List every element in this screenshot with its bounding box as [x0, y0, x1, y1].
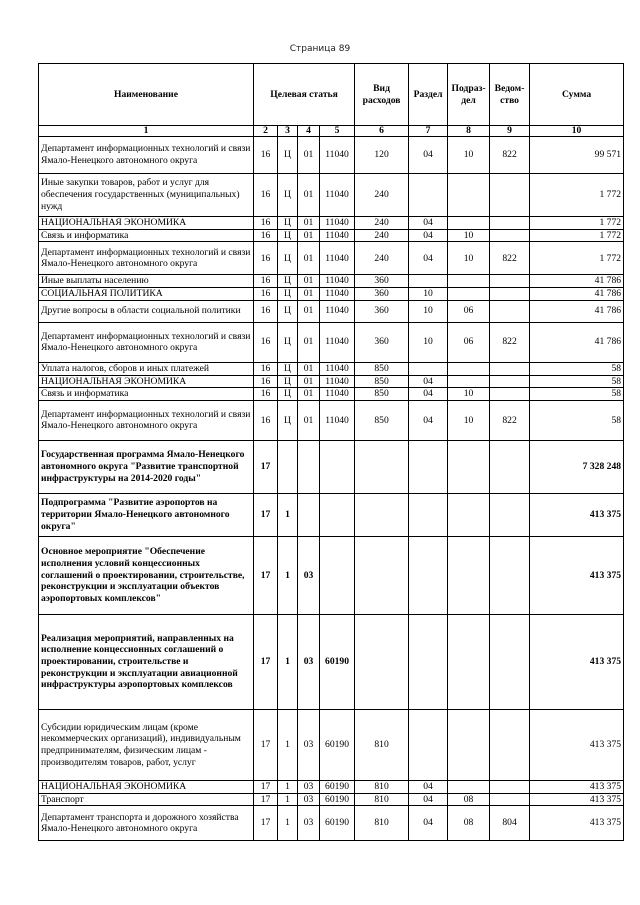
row-sum: 413 375 — [530, 709, 624, 780]
department-code: 822 — [490, 137, 530, 174]
section-code: 10 — [409, 300, 448, 322]
expense-type-code — [355, 440, 409, 493]
section-code — [409, 362, 448, 375]
target-code-event: 01 — [298, 174, 320, 217]
department-code: 822 — [490, 322, 530, 362]
target-code-program: 16 — [254, 322, 278, 362]
expense-type-code — [355, 493, 409, 536]
table-row — [39, 275, 624, 288]
page-number: Страница 89 — [289, 44, 351, 54]
subsection-code — [448, 493, 490, 536]
target-code-event: 03 — [298, 806, 320, 841]
row-name: Департамент информационных технологий и связи Ямало-Ненецкого автономного округа — [39, 322, 254, 362]
table-row — [39, 400, 624, 440]
target-code-letter: Ц — [278, 400, 298, 440]
target-code-letter: Ц — [278, 322, 298, 362]
subsection-code: 10 — [448, 137, 490, 174]
section-code — [409, 493, 448, 536]
target-code-direction: 11040 — [320, 362, 355, 375]
section-code: 04 — [409, 400, 448, 440]
department-code — [490, 780, 530, 793]
table-row — [39, 288, 624, 301]
row-name: Основное мероприятие "Обеспечение исполнения условий концессионных соглашений о проектировании, строительстве, реконструкции и эксплуатации объектов аэропортовых комплексов" — [39, 536, 254, 614]
row-sum: 413 375 — [530, 793, 624, 806]
department-code — [490, 440, 530, 493]
target-code-event: 03 — [298, 536, 320, 614]
row-sum: 41 786 — [530, 275, 624, 288]
target-code-direction: 11040 — [320, 217, 355, 230]
target-code-event: 03 — [298, 614, 320, 709]
target-code-direction: 11040 — [320, 242, 355, 275]
row-name: Другие вопросы в области социальной политики — [39, 300, 254, 322]
target-code-letter: Ц — [278, 388, 298, 401]
row-name: Подпрограмма "Развитие аэропортов на территории Ямало-Ненецкого автономного округа" — [39, 493, 254, 536]
target-code-letter: Ц — [278, 375, 298, 388]
target-code-direction: 60190 — [320, 793, 355, 806]
target-code-letter: Ц — [278, 288, 298, 301]
column-number: 7 — [409, 126, 448, 137]
table-row — [39, 536, 624, 614]
target-code-letter: Ц — [278, 137, 298, 174]
column-number: 5 — [320, 126, 355, 137]
target-code-direction: 11040 — [320, 137, 355, 174]
target-code-program: 17 — [254, 536, 278, 614]
target-code-event: 01 — [298, 322, 320, 362]
section-code: 04 — [409, 242, 448, 275]
target-code-event: 01 — [298, 375, 320, 388]
table-row — [39, 242, 624, 275]
section-code — [409, 174, 448, 217]
target-code-letter: Ц — [278, 242, 298, 275]
subsection-code: 10 — [448, 242, 490, 275]
header-department: Ведом-ство — [490, 64, 530, 126]
target-code-program: 16 — [254, 275, 278, 288]
target-code-event: 01 — [298, 137, 320, 174]
target-code-direction: 60190 — [320, 614, 355, 709]
target-code-direction: 60190 — [320, 709, 355, 780]
target-code-direction: 11040 — [320, 288, 355, 301]
row-name: СОЦИАЛЬНАЯ ПОЛИТИКА — [39, 288, 254, 301]
table-row — [39, 375, 624, 388]
target-code-program: 16 — [254, 388, 278, 401]
column-number: 4 — [298, 126, 320, 137]
department-code — [490, 614, 530, 709]
department-code — [490, 174, 530, 217]
target-code-direction — [320, 536, 355, 614]
row-name: Уплата налогов, сборов и иных платежей — [39, 362, 254, 375]
target-code-event: 01 — [298, 288, 320, 301]
row-name: НАЦИОНАЛЬНАЯ ЭКОНОМИКА — [39, 780, 254, 793]
table-row — [39, 793, 624, 806]
row-sum: 99 571 — [530, 137, 624, 174]
expense-type-code: 240 — [355, 229, 409, 242]
target-code-letter: 1 — [278, 536, 298, 614]
section-code: 04 — [409, 780, 448, 793]
expense-type-code: 850 — [355, 400, 409, 440]
row-sum: 413 375 — [530, 806, 624, 841]
subsection-code — [448, 288, 490, 301]
expense-type-code: 810 — [355, 780, 409, 793]
target-code-program: 17 — [254, 806, 278, 841]
header-expense-type: Вид расходов — [355, 64, 409, 126]
target-code-event: 03 — [298, 793, 320, 806]
header-section: Раздел — [409, 64, 448, 126]
row-sum: 41 786 — [530, 288, 624, 301]
target-code-direction: 11040 — [320, 174, 355, 217]
target-code-direction — [320, 440, 355, 493]
target-code-direction: 60190 — [320, 806, 355, 841]
row-name: Государственная программа Ямало-Ненецкого автономного округа "Развитие транспортной инфраструктуры на 2014-2020 годы" — [39, 440, 254, 493]
expense-type-code: 850 — [355, 362, 409, 375]
target-code-program: 17 — [254, 493, 278, 536]
expense-type-code: 810 — [355, 806, 409, 841]
target-code-event: 01 — [298, 300, 320, 322]
row-sum: 58 — [530, 362, 624, 375]
target-code-event: 01 — [298, 362, 320, 375]
subsection-code — [448, 362, 490, 375]
target-code-letter: 1 — [278, 780, 298, 793]
row-name: Иные выплаты населению — [39, 275, 254, 288]
table-row — [39, 614, 624, 709]
target-code-direction: 11040 — [320, 322, 355, 362]
row-sum: 1 772 — [530, 229, 624, 242]
row-name: Департамент транспорта и дорожного хозяйства Ямало-Ненецкого автономного округа — [39, 806, 254, 841]
table-row — [39, 440, 624, 493]
target-code-event: 03 — [298, 709, 320, 780]
section-code: 04 — [409, 375, 448, 388]
subsection-code: 08 — [448, 793, 490, 806]
expense-type-code: 120 — [355, 137, 409, 174]
target-code-program: 16 — [254, 300, 278, 322]
department-code — [490, 536, 530, 614]
target-code-event: 01 — [298, 388, 320, 401]
section-code: 04 — [409, 137, 448, 174]
target-code-event — [298, 440, 320, 493]
row-sum: 58 — [530, 400, 624, 440]
column-number-row — [39, 126, 624, 137]
subsection-code: 10 — [448, 400, 490, 440]
table-row — [39, 322, 624, 362]
expense-type-code — [355, 536, 409, 614]
target-code-program: 17 — [254, 709, 278, 780]
column-number: 8 — [448, 126, 490, 137]
target-code-program: 16 — [254, 229, 278, 242]
subsection-code — [448, 614, 490, 709]
target-code-letter: 1 — [278, 493, 298, 536]
target-code-letter: Ц — [278, 362, 298, 375]
table-row — [39, 493, 624, 536]
row-name: Субсидии юридическим лицам (кроме некоммерческих организаций), индивидуальным предпринимателям, физическим лицам - производителям товаров, работ, услуг — [39, 709, 254, 780]
subsection-code — [448, 709, 490, 780]
target-code-letter: Ц — [278, 217, 298, 230]
department-code: 822 — [490, 400, 530, 440]
column-number: 10 — [530, 126, 624, 137]
subsection-code — [448, 375, 490, 388]
row-sum: 41 786 — [530, 322, 624, 362]
target-code-letter: 1 — [278, 709, 298, 780]
subsection-code — [448, 536, 490, 614]
department-code — [490, 288, 530, 301]
column-number: 9 — [490, 126, 530, 137]
section-code: 04 — [409, 388, 448, 401]
expense-type-code: 240 — [355, 174, 409, 217]
subsection-code — [448, 780, 490, 793]
target-code-letter: 1 — [278, 806, 298, 841]
expense-type-code: 240 — [355, 242, 409, 275]
target-code-program: 16 — [254, 137, 278, 174]
target-code-program: 17 — [254, 780, 278, 793]
target-code-event: 01 — [298, 242, 320, 275]
expense-type-code: 240 — [355, 217, 409, 230]
row-sum: 58 — [530, 375, 624, 388]
row-sum: 1 772 — [530, 217, 624, 230]
budget-table — [38, 63, 624, 841]
department-code: 822 — [490, 242, 530, 275]
subsection-code — [448, 275, 490, 288]
target-code-direction — [320, 493, 355, 536]
row-sum: 58 — [530, 388, 624, 401]
row-sum: 413 375 — [530, 493, 624, 536]
target-code-direction: 11040 — [320, 229, 355, 242]
target-code-event — [298, 493, 320, 536]
column-number: 2 — [254, 126, 278, 137]
target-code-program: 16 — [254, 242, 278, 275]
department-code — [490, 709, 530, 780]
section-code — [409, 614, 448, 709]
section-code: 04 — [409, 806, 448, 841]
department-code — [490, 275, 530, 288]
department-code — [490, 362, 530, 375]
section-code: 10 — [409, 288, 448, 301]
department-code — [490, 229, 530, 242]
table-row — [39, 806, 624, 841]
subsection-code: 06 — [448, 322, 490, 362]
target-code-direction: 11040 — [320, 400, 355, 440]
row-name: Департамент информационных технологий и связи Ямало-Ненецкого автономного округа — [39, 242, 254, 275]
target-code-program: 17 — [254, 793, 278, 806]
section-code — [409, 709, 448, 780]
header-sum: Сумма — [530, 64, 624, 126]
target-code-letter: Ц — [278, 300, 298, 322]
row-name: НАЦИОНАЛЬНАЯ ЭКОНОМИКА — [39, 375, 254, 388]
row-name: Департамент информационных технологий и связи Ямало-Ненецкого автономного округа — [39, 400, 254, 440]
department-code — [490, 375, 530, 388]
subsection-code: 10 — [448, 229, 490, 242]
target-code-program: 16 — [254, 400, 278, 440]
table-row — [39, 300, 624, 322]
table-row — [39, 217, 624, 230]
row-name: Иные закупки товаров, работ и услуг для обеспечения государственных (муниципальных) нужд — [39, 174, 254, 217]
target-code-letter: 1 — [278, 614, 298, 709]
target-code-letter — [278, 440, 298, 493]
table-row — [39, 780, 624, 793]
department-code — [490, 388, 530, 401]
column-number: 3 — [278, 126, 298, 137]
target-code-event: 01 — [298, 400, 320, 440]
target-code-event: 01 — [298, 275, 320, 288]
row-sum: 1 772 — [530, 174, 624, 217]
target-code-program: 16 — [254, 174, 278, 217]
column-number: 6 — [355, 126, 409, 137]
subsection-code — [448, 174, 490, 217]
target-code-program: 16 — [254, 362, 278, 375]
row-name: Транспорт — [39, 793, 254, 806]
table-row — [39, 388, 624, 401]
row-sum: 413 375 — [530, 780, 624, 793]
subsection-code — [448, 217, 490, 230]
target-code-letter: 1 — [278, 793, 298, 806]
section-code — [409, 440, 448, 493]
department-code — [490, 217, 530, 230]
department-code — [490, 300, 530, 322]
target-code-letter: Ц — [278, 174, 298, 217]
expense-type-code: 360 — [355, 288, 409, 301]
row-name: НАЦИОНАЛЬНАЯ ЭКОНОМИКА — [39, 217, 254, 230]
target-code-direction: 11040 — [320, 375, 355, 388]
section-code: 10 — [409, 322, 448, 362]
target-code-program: 17 — [254, 440, 278, 493]
subsection-code: 06 — [448, 300, 490, 322]
target-code-program: 16 — [254, 288, 278, 301]
target-code-program: 17 — [254, 614, 278, 709]
expense-type-code: 360 — [355, 275, 409, 288]
header-subsection: Подраз-дел — [448, 64, 490, 126]
expense-type-code: 360 — [355, 322, 409, 362]
expense-type-code: 850 — [355, 388, 409, 401]
target-code-event: 01 — [298, 217, 320, 230]
row-name: Связь и информатика — [39, 229, 254, 242]
row-name: Связь и информатика — [39, 388, 254, 401]
expense-type-code: 360 — [355, 300, 409, 322]
header-target-article: Целевая статья — [254, 64, 355, 126]
section-code: 04 — [409, 229, 448, 242]
expense-type-code: 810 — [355, 709, 409, 780]
expense-type-code: 810 — [355, 793, 409, 806]
department-code: 804 — [490, 806, 530, 841]
row-name: Департамент информационных технологий и связи Ямало-Ненецкого автономного округа — [39, 137, 254, 174]
department-code — [490, 793, 530, 806]
row-sum: 413 375 — [530, 536, 624, 614]
row-sum: 413 375 — [530, 614, 624, 709]
target-code-program: 16 — [254, 217, 278, 230]
column-number: 1 — [39, 126, 254, 137]
table-row — [39, 174, 624, 217]
target-code-event: 01 — [298, 229, 320, 242]
section-code: 04 — [409, 217, 448, 230]
subsection-code: 08 — [448, 806, 490, 841]
target-code-letter: Ц — [278, 275, 298, 288]
target-code-direction: 11040 — [320, 300, 355, 322]
table-row — [39, 229, 624, 242]
row-sum: 7 328 248 — [530, 440, 624, 493]
header-row — [39, 64, 624, 126]
expense-type-code — [355, 614, 409, 709]
target-code-direction: 11040 — [320, 275, 355, 288]
row-name: Реализация мероприятий, направленных на исполнение концессионных соглашений о проектировании, строительстве и реконструкции и эксплуатации авиационной инфраструктуры аэропортовых комплексов — [39, 614, 254, 709]
expense-type-code: 850 — [355, 375, 409, 388]
target-code-program: 16 — [254, 375, 278, 388]
table-row — [39, 709, 624, 780]
department-code — [490, 493, 530, 536]
subsection-code: 10 — [448, 388, 490, 401]
subsection-code — [448, 440, 490, 493]
target-code-direction: 60190 — [320, 780, 355, 793]
target-code-letter: Ц — [278, 229, 298, 242]
section-code — [409, 275, 448, 288]
target-code-event: 03 — [298, 780, 320, 793]
target-code-direction: 11040 — [320, 388, 355, 401]
section-code — [409, 536, 448, 614]
section-code: 04 — [409, 793, 448, 806]
table-row — [39, 137, 624, 174]
header-name: Наименование — [39, 64, 254, 126]
row-sum: 41 786 — [530, 300, 624, 322]
row-sum: 1 772 — [530, 242, 624, 275]
table-row — [39, 362, 624, 375]
